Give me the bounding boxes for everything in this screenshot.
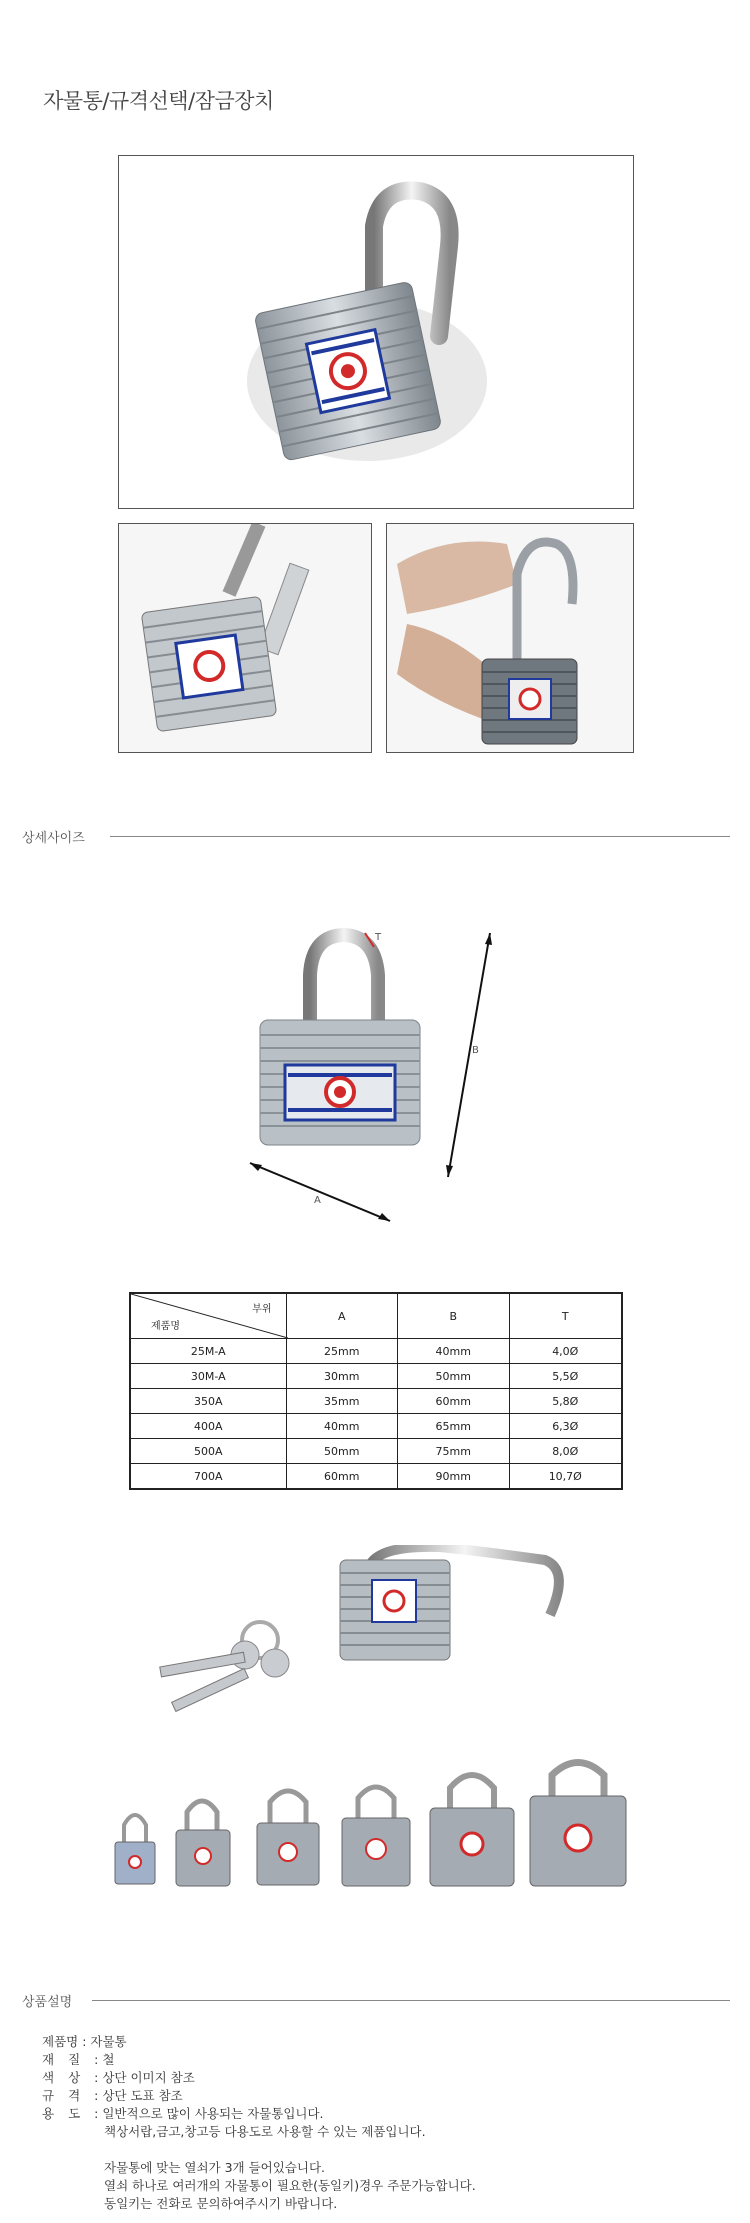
note-line: 자물통에 맞는 열쇠가 3개 들어있습니다. — [104, 2160, 326, 2175]
padlock-main-image — [119, 156, 634, 509]
section-title-size: 상세사이즈 — [22, 831, 85, 846]
size-diagram-svg — [240, 925, 520, 1245]
padlock-35 — [257, 1791, 319, 1885]
table-row — [130, 1414, 622, 1439]
section-divider — [110, 836, 730, 837]
field-label: 규격 — [42, 2088, 95, 2103]
field-value: 일반적으로 많이 사용되는 자물통입니다. — [102, 2106, 324, 2121]
header-name: 제품명 — [151, 1321, 180, 1332]
column-header: T — [509, 1293, 622, 1339]
usage-line-2: 책상서랍,금고,창고등 다용도로 사용할 수 있는 제품입니다. — [104, 2124, 426, 2139]
page-title: 자물통/규격선택/잠금장치 — [43, 89, 274, 113]
table-cell: 60mm — [286, 1464, 398, 1490]
table-row — [130, 1389, 622, 1414]
size-diagram — [240, 925, 520, 1245]
section-title-info: 상품설명 — [22, 1995, 73, 2010]
table-cell: 25M-A — [130, 1339, 286, 1364]
column-header: A — [286, 1293, 398, 1339]
field-value: 상단 이미지 참조 — [102, 2070, 195, 2085]
table-cell: 35mm — [286, 1389, 398, 1414]
label-t: T — [375, 932, 382, 943]
table-row — [130, 1364, 622, 1389]
header-part: 부위 — [252, 1304, 272, 1315]
field-value: 철 — [102, 2052, 115, 2067]
table-cell: 50mm — [286, 1439, 398, 1464]
table-cell: 8,0Ø — [509, 1439, 622, 1464]
padlock-with-keys-photo — [150, 1545, 600, 1745]
header-diagonal-cell — [130, 1293, 286, 1339]
label-a: A — [314, 1195, 321, 1206]
table-cell: 65mm — [398, 1414, 510, 1439]
table-cell: 25mm — [286, 1339, 398, 1364]
padlock-50 — [430, 1775, 514, 1886]
table-cell: 30mm — [286, 1364, 398, 1389]
padlock-size-lineup — [110, 1750, 650, 1895]
note-line: 동일키는 전화로 문의하여주시기 바랍니다. — [104, 2196, 338, 2211]
field-row: 제품명 : 자물통 — [42, 2034, 127, 2049]
field-label: 색상 — [42, 2070, 95, 2085]
table-cell: 30M-A — [130, 1364, 286, 1389]
field-label: 제품명 — [42, 2034, 79, 2049]
field-row: 재질 : 철 — [42, 2052, 115, 2067]
product-photo-in-hand — [386, 523, 634, 753]
section-divider — [92, 2000, 730, 2001]
table-row — [130, 1464, 622, 1490]
product-description — [42, 2033, 722, 2213]
padlock-60 — [530, 1763, 626, 1887]
table-cell: 50mm — [398, 1364, 510, 1389]
table-cell: 40mm — [286, 1414, 398, 1439]
table-cell: 500A — [130, 1439, 286, 1464]
field-row: 규격 : 상단 도표 참조 — [42, 2088, 183, 2103]
field-value: 자물통 — [90, 2034, 127, 2049]
padlock-lineup-image — [110, 1750, 650, 1895]
field-label: 용도 — [42, 2106, 95, 2121]
padlock-40 — [342, 1787, 410, 1886]
field-value: 상단 도표 참조 — [102, 2088, 183, 2103]
spec-table — [129, 1292, 623, 1490]
table-cell: 40mm — [398, 1339, 510, 1364]
product-photo-with-key — [118, 523, 372, 753]
padlock-keys-image — [150, 1545, 600, 1745]
field-row: 색상 : 상단 이미지 참조 — [42, 2070, 195, 2085]
table-header-row — [130, 1293, 622, 1339]
padlock-30 — [176, 1801, 230, 1886]
table-cell: 6,3Ø — [509, 1414, 622, 1439]
table-cell: 4,0Ø — [509, 1339, 622, 1364]
table-cell: 400A — [130, 1414, 286, 1439]
table-cell: 700A — [130, 1464, 286, 1490]
table-cell: 75mm — [398, 1439, 510, 1464]
table-row — [130, 1339, 622, 1364]
padlock-hand-image — [387, 524, 634, 753]
table-cell: 10,7Ø — [509, 1464, 622, 1490]
note-line: 열쇠 하나로 여러개의 자물통이 필요한(동일키)경우 주문가능합니다. — [104, 2178, 476, 2193]
padlock-25 — [115, 1815, 155, 1884]
label-b: B — [472, 1045, 479, 1056]
table-cell: 60mm — [398, 1389, 510, 1414]
field-row: 용도 : 일반적으로 많이 사용되는 자물통입니다. — [42, 2106, 324, 2121]
table-cell: 5,5Ø — [509, 1364, 622, 1389]
table-cell: 350A — [130, 1389, 286, 1414]
field-label: 재질 — [42, 2052, 95, 2067]
padlock-open-key-image — [119, 524, 372, 753]
table-cell: 5,8Ø — [509, 1389, 622, 1414]
table-cell: 90mm — [398, 1464, 510, 1490]
table-row — [130, 1439, 622, 1464]
main-product-photo — [118, 155, 634, 509]
column-header: B — [398, 1293, 510, 1339]
